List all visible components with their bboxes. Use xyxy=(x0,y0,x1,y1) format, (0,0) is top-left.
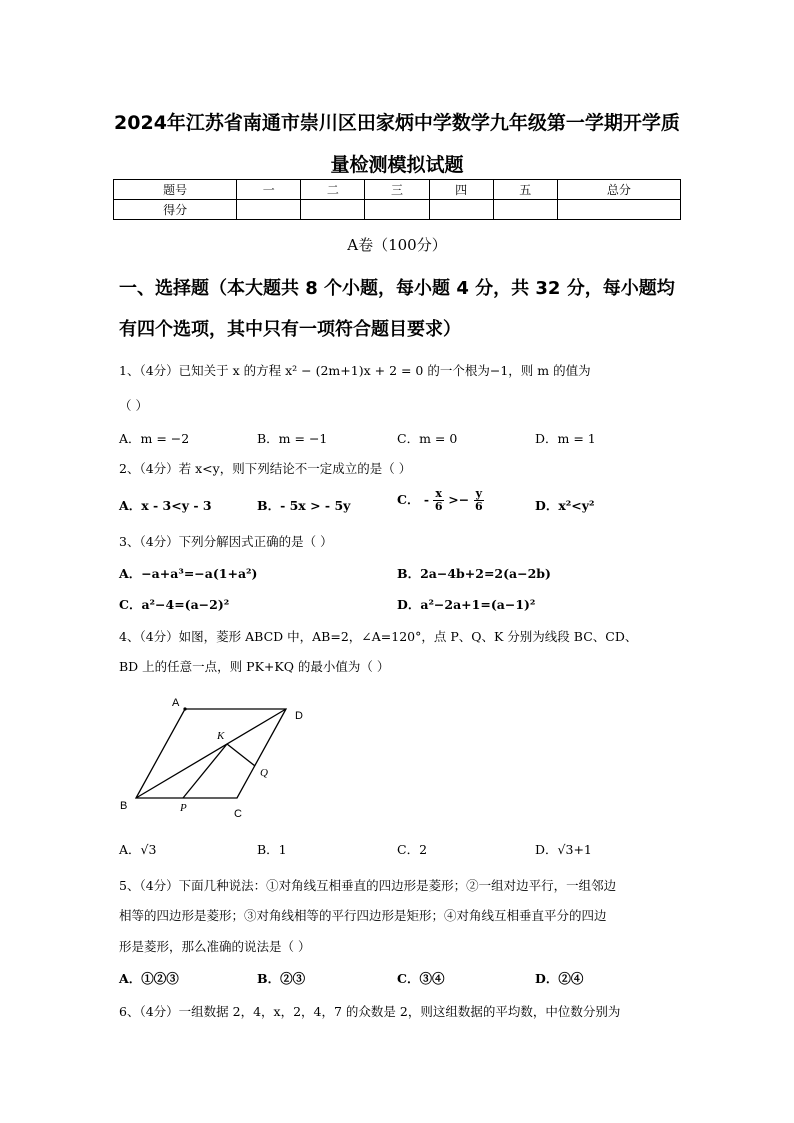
table-cell: 四 xyxy=(429,180,493,200)
minus-sign: - xyxy=(423,492,430,507)
segment-kq xyxy=(227,744,255,766)
exam-title-line1: 2024年江苏省南通市崇川区田家炳中学数学九年级第一学期开学质 xyxy=(114,112,680,134)
fraction-y-over-6 xyxy=(474,488,484,513)
point-a-dot xyxy=(183,707,186,710)
label-c: C xyxy=(234,808,242,820)
label-a: A xyxy=(172,697,180,709)
score-cell xyxy=(301,200,365,220)
score-cell xyxy=(237,200,301,220)
table-cell: 二 xyxy=(301,180,365,200)
q5-stem-line3: 形是菱形，那么准确的说法是（ ） xyxy=(119,939,311,954)
q3-option-c: C．a²−4=(a−2)² xyxy=(119,597,230,612)
label-p: P xyxy=(180,802,187,814)
table-cell: 一 xyxy=(237,180,301,200)
q4-option-b: B．1 xyxy=(257,842,287,857)
score-table-header-row xyxy=(114,180,681,200)
q4-stem-line1: 4、（4分）如图，菱形 ABCD 中，AB=2，∠A=120°，点 P、Q、K 分别为线段 BC、CD、 xyxy=(119,629,638,644)
q2-option-c xyxy=(397,488,484,513)
exam-title-line2: 量检测模拟试题 xyxy=(330,154,464,176)
fraction-denominator: 6 xyxy=(434,500,443,513)
part1-heading-line1: 一、选择题（本大题共 8 个小题，每小题 4 分，共 32 分，每小题均 xyxy=(119,278,675,299)
q5-option-a: A．①②③ xyxy=(119,971,179,986)
part1-heading-line2: 有四个选项，其中只有一项符合题目要求） xyxy=(119,319,461,340)
q1-option-a: A．m = −2 xyxy=(119,431,190,446)
q2-option-c-prefix: C． xyxy=(397,492,420,507)
q1-paren: （ ） xyxy=(119,398,148,413)
q3-option-a: A．−a+a³=−a(1+a²) xyxy=(119,566,258,581)
table-cell: 总分 xyxy=(557,180,680,200)
q1-option-c: C．m = 0 xyxy=(397,431,458,446)
q6-stem-line1: 6、（4分）一组数据 2，4，x，2，4，7 的众数是 2，则这组数据的平均数，中位数分别为 xyxy=(119,1004,621,1019)
q3-stem: 3、（4分）下列分解因式正确的是（ ） xyxy=(119,534,333,549)
fraction-denominator: 6 xyxy=(474,500,483,513)
score-cell xyxy=(493,200,557,220)
q2-option-b: B．- 5x > - 5y xyxy=(257,498,351,513)
score-cell xyxy=(557,200,680,220)
score-cell xyxy=(429,200,493,220)
q5-option-d: D．②④ xyxy=(535,971,584,986)
q1-option-b: B．m = −1 xyxy=(257,431,328,446)
q2-option-d: D．x²<y² xyxy=(535,498,595,513)
q1-stem: 1、（4分）已知关于 x 的方程 x² − (2m+1)x + 2 = 0 的一个根为−1，则 m 的值为 xyxy=(119,363,591,378)
fraction-numerator: x xyxy=(435,487,442,500)
q4-option-d: D．√3+1 xyxy=(535,842,592,857)
section-a-heading: A卷（100分） xyxy=(347,236,447,254)
q4-option-a: A．√3 xyxy=(119,842,157,857)
q5-option-b: B．②③ xyxy=(257,971,306,986)
q5-stem-line2: 相等的四边形是菱形；③对角线相等的平行四边形是矩形；④对角线互相垂直平分的四边 xyxy=(119,908,607,923)
label-b: B xyxy=(120,800,128,812)
score-cell xyxy=(365,200,429,220)
fraction-numerator: y xyxy=(475,487,483,500)
label-d: D xyxy=(295,710,303,722)
label-k: K xyxy=(217,730,225,742)
greater-than-sign: >− xyxy=(448,492,470,507)
q5-stem-line1: 5、（4分）下面几种说法：①对角线互相垂直的四边形是菱形；②一组对边平行，一组邻边 xyxy=(119,878,617,893)
score-table-score-row xyxy=(114,200,681,220)
q2-stem: 2、（4分）若 x<y，则下列结论不一定成立的是（ ） xyxy=(119,461,412,476)
table-cell: 题号 xyxy=(114,180,237,200)
table-cell: 五 xyxy=(493,180,557,200)
q4-option-c: C．2 xyxy=(397,842,428,857)
q2-option-a: A．x - 3<y - 3 xyxy=(119,498,212,513)
q5-option-c: C．③④ xyxy=(397,971,445,986)
score-table xyxy=(113,179,681,220)
q1-option-d: D．m = 1 xyxy=(535,431,596,446)
q3-option-d: D．a²−2a+1=(a−1)² xyxy=(397,597,536,612)
q4-stem-line2: BD 上的任意一点，则 PK+KQ 的最小值为（ ） xyxy=(119,659,390,674)
segment-pk xyxy=(183,744,227,798)
table-cell: 得分 xyxy=(114,200,237,220)
table-cell: 三 xyxy=(365,180,429,200)
fraction-x-over-6 xyxy=(433,488,444,513)
q3-option-b: B．2a−4b+2=2(a−2b) xyxy=(397,566,551,581)
rhombus-figure xyxy=(115,692,315,822)
label-q: Q xyxy=(260,767,268,779)
diagonal-bd xyxy=(136,709,286,798)
